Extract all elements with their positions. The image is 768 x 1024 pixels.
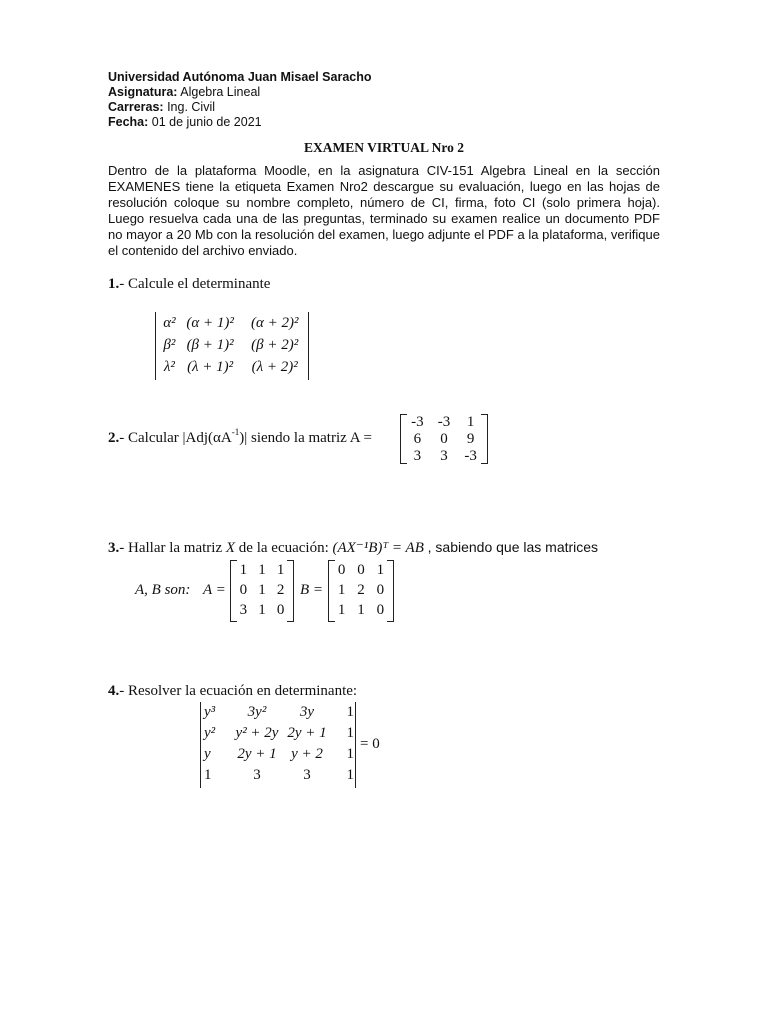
q3-b-cell: 2 — [357, 581, 365, 598]
date-value: 01 de junio de 2021 — [151, 115, 262, 129]
q3-b-cell: 1 — [357, 601, 365, 618]
university-label: Universidad Autónoma Juan Misael Saracho — [108, 70, 372, 84]
q4-cell: 2y + 1 — [287, 725, 327, 741]
q4-cell: 1 — [346, 704, 354, 720]
q3-b-cell: 0 — [337, 561, 346, 578]
q3-a-cell: 1 — [258, 581, 266, 598]
q1-cell: (α + 2)² — [250, 314, 299, 331]
question-3-text-before: - Hallar la matriz — [119, 540, 223, 556]
question-1-text: - Calcule el determinante — [119, 276, 271, 292]
determinant-left-bar — [155, 312, 156, 380]
q3-a-cell: 0 — [239, 581, 248, 598]
q3-a-cell: 2 — [276, 581, 285, 598]
q2-cell: 3 — [413, 448, 422, 464]
q4-determinant — [200, 702, 356, 788]
q1-cell: (λ + 2)² — [251, 358, 298, 375]
q3-given-label — [135, 582, 190, 599]
q4-cell: 3y — [299, 704, 315, 720]
determinant-right-bar — [355, 702, 356, 788]
q4-cell: 1 — [204, 767, 212, 783]
q3-a-label — [203, 582, 226, 599]
q3-b-cell: 1 — [337, 581, 346, 598]
subject-line — [108, 85, 260, 100]
q3-b-cell: 1 — [337, 601, 346, 618]
question-2-text-before: - Calcular |Adj(αA — [119, 430, 232, 446]
question-2-text-after: )| siendo la matriz A = — [239, 430, 372, 446]
q4-matrix — [204, 702, 354, 786]
career-key: Carreras: — [108, 100, 164, 114]
q1-cell: λ² — [163, 358, 175, 375]
q2-cell: -3 — [437, 414, 451, 430]
q1-cell: (β + 1)² — [186, 336, 234, 353]
q2-cell: 9 — [466, 431, 475, 447]
q3-b-label — [300, 582, 323, 599]
question-3-text-mid: de la ecuación: — [238, 540, 329, 556]
q1-cell: (λ + 1)² — [187, 358, 234, 375]
q4-cell: 3 — [253, 767, 261, 783]
q3-a-cell: 0 — [276, 601, 285, 618]
q2-cell: 0 — [440, 431, 448, 447]
q4-cell: 2y + 1 — [237, 746, 277, 762]
q2-matrix-a — [400, 414, 488, 464]
determinant-left-bar — [200, 702, 201, 788]
q4-cell: 3y² — [247, 704, 267, 720]
q3-given-text: A, B son: — [135, 582, 191, 598]
instructions-paragraph: Dentro de la plataforma Moodle, en la asignatura CIV-151 Algebra Lineal en la sección EXAMENES tiene la etiqueta Examen Nro2 descargue su evaluación, luego en las hojas de resolución coloque su nombre completo, número de CI, firma, foto CI (solo primera hoja). Luego resuelva cada una de las preguntas, terminado su examen realice un documento PDF no mayor a 20 Mb con la resolución del examen, luego adjunte el PDF a la plataforma, verifique el contenido del archivo enviado. — [108, 163, 660, 258]
subject-key: Asignatura: — [108, 85, 178, 99]
determinant-right-bar — [308, 312, 309, 380]
q3-b-cell: 0 — [376, 581, 385, 598]
q3-b-label-text: B = — [300, 582, 324, 598]
question-3 — [108, 538, 598, 557]
q1-cell: β² — [163, 336, 176, 353]
q3-b-cell: 1 — [376, 561, 385, 578]
q3-matrix-a — [230, 560, 294, 622]
q2-cell: 6 — [413, 431, 422, 447]
q3-a-cell: 1 — [258, 601, 266, 618]
q3-matrix-b — [328, 560, 394, 622]
q1-determinant — [155, 312, 309, 380]
university-name — [108, 70, 372, 85]
q4-cell: y + 2 — [291, 746, 323, 762]
question-4-number: 4. — [108, 683, 120, 699]
q1-cell: (α + 1)² — [186, 314, 234, 331]
q3-matrix-b-table — [332, 560, 390, 620]
question-3-equation: (AX⁻¹B)ᵀ = AB — [332, 540, 424, 556]
subject-value: Algebra Lineal — [180, 85, 261, 99]
q4-equals-zero — [360, 736, 380, 753]
q4-equals-text: = 0 — [360, 736, 380, 752]
q3-a-label-text: A = — [203, 582, 226, 598]
question-3-number: 3. — [108, 540, 120, 556]
career-value: Ing. Civil — [167, 100, 216, 114]
q3-a-cell: 1 — [276, 561, 285, 578]
q4-cell: 3 — [303, 767, 311, 783]
question-2-number: 2. — [108, 430, 120, 446]
q2-cell: 1 — [466, 414, 475, 430]
q3-b-cell: 0 — [357, 561, 365, 578]
date-key: Fecha: — [108, 115, 149, 129]
q4-cell: 1 — [346, 725, 354, 741]
q4-cell: 1 — [346, 767, 354, 783]
q3-b-cell: 0 — [376, 601, 385, 618]
q3-a-cell: 1 — [258, 561, 266, 578]
date-line — [108, 115, 262, 130]
question-3-text-after: , sabiendo que las matrices — [427, 539, 599, 555]
q1-cell: α² — [163, 314, 176, 331]
q1-matrix — [161, 312, 307, 378]
exam-title: EXAMEN VIRTUAL Nro 2 — [304, 140, 464, 155]
question-1 — [108, 276, 270, 293]
q2-cell: -3 — [464, 448, 477, 464]
q2-cell: -3 — [411, 414, 424, 430]
q4-cell: y² + 2y — [235, 725, 279, 741]
question-2 — [108, 427, 372, 447]
question-3-var-x: X — [225, 540, 236, 556]
q4-cell: y — [204, 746, 211, 762]
question-2-exponent: -1 — [231, 427, 240, 437]
question-4 — [108, 683, 357, 700]
question-4-text: - Resolver la ecuación en determinante: — [119, 683, 358, 699]
q1-cell: (β + 2)² — [251, 336, 299, 353]
q4-cell: 1 — [346, 746, 354, 762]
question-1-number: 1. — [108, 276, 120, 292]
q2-matrix — [404, 414, 484, 465]
career-line — [108, 100, 215, 115]
q4-cell: y³ — [204, 704, 216, 720]
q4-cell: y² — [204, 725, 216, 741]
q2-cell: 3 — [440, 448, 448, 464]
q3-a-cell: 1 — [239, 561, 248, 578]
q3-matrix-a-table — [234, 560, 290, 620]
q3-a-cell: 3 — [239, 601, 248, 618]
